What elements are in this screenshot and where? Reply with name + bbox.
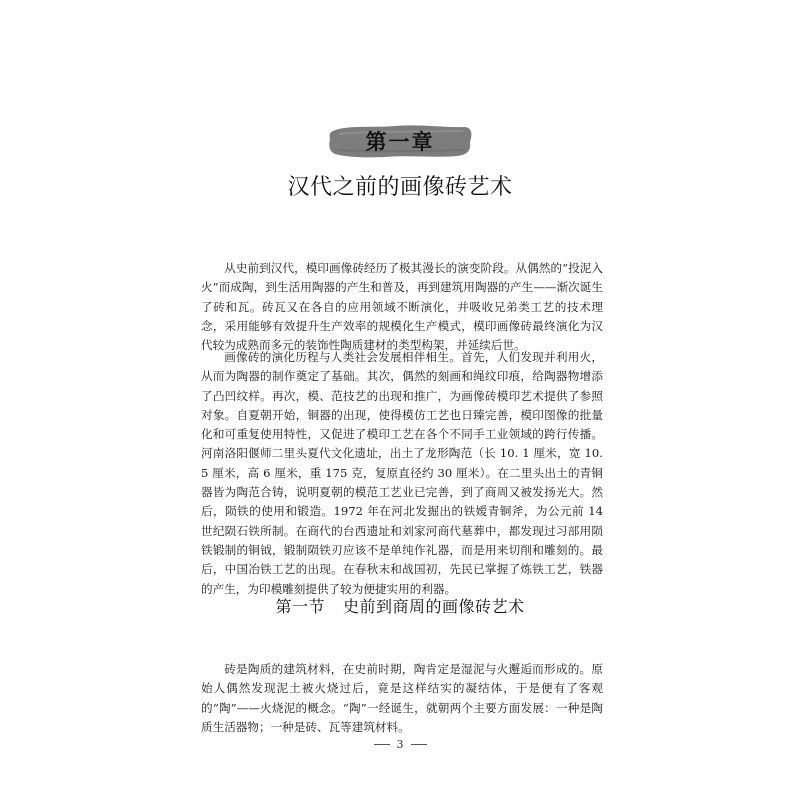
intro-paragraph-1: 从史前到汉代，模印画像砖经历了极其漫长的演变阶段。从偶然的“投泥入火”而成陶，到生活用陶器的产生和普及，再到建筑用陶器的产生——渐次诞生了砖和瓦。砖瓦又在各自的应用领域不断演化，并吸收兄弟类工艺的技术理念，采用能够有效提升生产效率的规模化生产模式，模印画像砖最终演化为汉代较为成熟而多元的装饰性陶质建材的类型构架，并延续后世。 (201, 261, 603, 353)
page-number: 3 (396, 738, 404, 751)
page-footer (0, 738, 800, 751)
section-paragraph-1: 砖是陶质的建筑材料，在史前时期，陶肯定是湿泥与火邂逅而形成的。原始人偶然发现泥土被火烧过后，竟是这样结实的凝结体，于是便有了客观的“陶”——火烧泥的概念。“陶”一经诞生，就朝两个主要方面发展：一种是陶质生活器物；一种是砖、瓦等建筑材料。 (201, 662, 603, 734)
intro-paragraph-2: 画像砖的演化历程与人类社会发展相伴相生。首先，人们发现并利用火，从而为陶器的制作奠定了基础。其次，偶然的刻画和绳纹印痕，给陶器物增添了凸凹纹样。再次，模、范技艺的出现和推广，为画像砖模印艺术提供了参照对象。自夏朝开始，铜器的出现，使得模仿工艺也日臻完善，模印图像的批量化和可重复使用特性，又促进了模印工艺在各个不同手工业领域的跨行传播。河南洛阳偃师二里头夏代文化遗址，出土了龙形陶范（长 10. 1 厘米，宽 10. 5 厘米，高 6 厘米，重 175 克，复原直径约 30 厘米）。在二里头出土的青铜器皆为陶范合铸，说明夏朝的模范工艺业已完善，到了商周又被发扬光大。然后，陨铁的使用和锻造。1972 年在河北发掘出的铁嫒青铜斧，为公元前 14 世纪陨石铁所制。在商代的台西遗址和刘家河商代墓葬中，都发现过习部用陨铁锻制的铜钺，锻制陨铁刃应该不是单纯作礼器，而是用来切削和雕刻的。最后，中国冶铁工艺的出现。在春秋末和战国初，先民已掌握了炼铁工艺，铁器的产生，为印模雕刻提供了较为便捷实用的利器。 (201, 350, 603, 596)
chapter-label: 第一章 (365, 130, 435, 154)
section-heading (0, 594, 800, 617)
section-title: 史前到商周的画像砖艺术 (343, 597, 525, 616)
chapter-header (0, 122, 800, 160)
footer-dash-left (374, 744, 390, 745)
chapter-badge (325, 122, 475, 160)
section-number: 第一节 (275, 597, 325, 616)
footer-dash-right (411, 744, 427, 745)
chapter-title: 汉代之前的画像砖艺术 (287, 175, 513, 200)
